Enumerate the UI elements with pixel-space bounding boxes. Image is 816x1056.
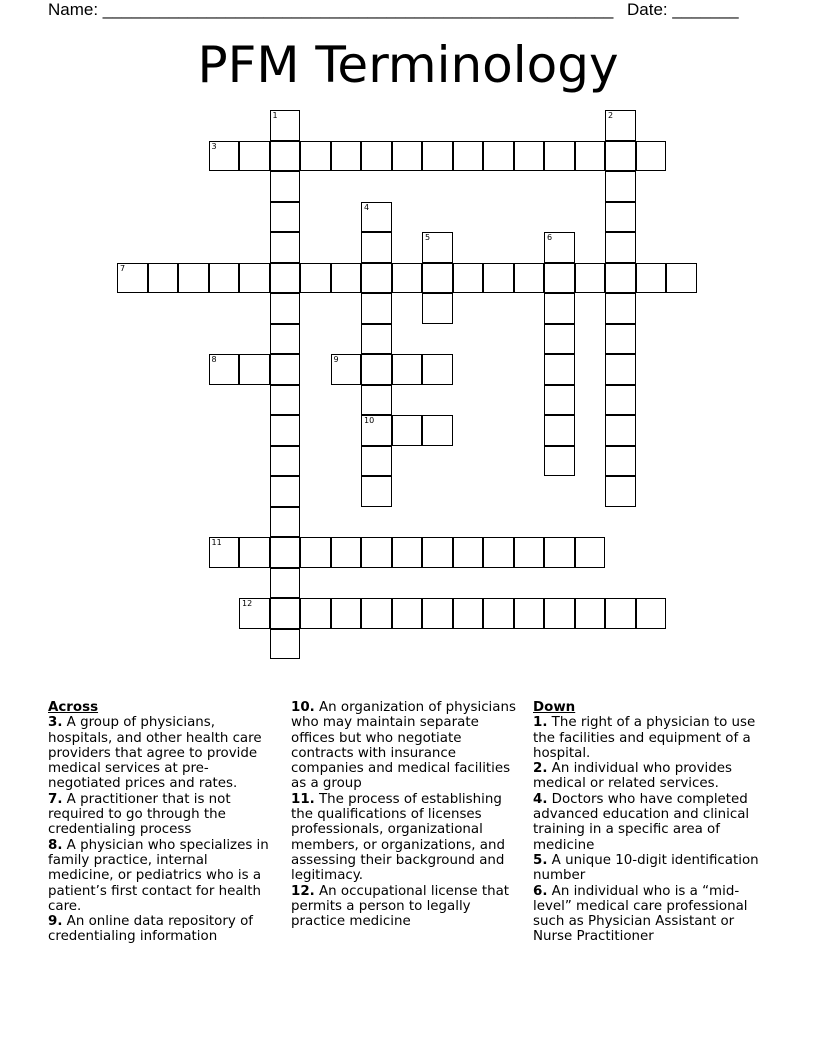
clue-text: A practitioner that is not required to go through the credentialing process — [48, 791, 231, 838]
clue-number: 8. — [48, 837, 63, 853]
clue-number: 3. — [48, 715, 63, 731]
clue-number-label: 3 — [211, 141, 217, 151]
crossword-cell[interactable] — [361, 324, 392, 355]
crossword-cell[interactable] — [361, 537, 392, 568]
crossword-cell[interactable] — [361, 232, 392, 263]
date-field-line[interactable]: Date: _______ — [627, 0, 739, 19]
clue-number: 5. — [533, 852, 548, 868]
crossword-cell[interactable] — [361, 293, 392, 324]
crossword-cell[interactable] — [605, 202, 636, 233]
crossword-cell[interactable] — [422, 598, 453, 629]
clue-number-label: 12 — [242, 599, 253, 608]
crossword-cell[interactable] — [361, 598, 392, 629]
clue-text: The process of establishing the qualifications of licenses professionals, organizational members, or organizations, and assessing their background and legitimacy. — [291, 791, 505, 884]
crossword-cell[interactable] — [270, 537, 301, 568]
crossword-cell[interactable] — [422, 263, 453, 294]
crossword-cell[interactable] — [544, 415, 575, 446]
crossword-cell[interactable] — [270, 171, 301, 202]
crossword-cell[interactable] — [392, 598, 423, 629]
crossword-cell[interactable] — [605, 110, 636, 141]
crossword-cell[interactable] — [270, 568, 301, 599]
clue-text: The right of a physician to use the facilities and equipment of a hospital. — [533, 715, 756, 761]
clue-item — [291, 884, 526, 930]
crossword-cell[interactable] — [239, 598, 270, 629]
clues-column-across — [48, 700, 276, 945]
crossword-cell[interactable] — [422, 415, 453, 446]
crossword-cell[interactable] — [392, 537, 423, 568]
crossword-cell[interactable] — [453, 263, 484, 294]
crossword-cell[interactable] — [392, 354, 423, 385]
crossword-cell[interactable] — [270, 324, 301, 355]
crossword-cell[interactable] — [636, 598, 667, 629]
crossword-cell[interactable] — [300, 141, 331, 172]
clue-number: 1. — [533, 715, 548, 731]
clue-item — [533, 853, 768, 884]
clue-item — [48, 914, 276, 945]
crossword-cell[interactable] — [605, 598, 636, 629]
crossword-cell[interactable] — [483, 537, 514, 568]
crossword-cell[interactable] — [605, 354, 636, 385]
clue-item — [533, 792, 768, 853]
crossword-cell[interactable] — [483, 598, 514, 629]
crossword-cell[interactable] — [361, 446, 392, 477]
crossword-cell[interactable] — [666, 263, 697, 294]
clue-text: An occupational license that permits a person to legally practice medicine — [291, 883, 510, 930]
crossword-cell[interactable] — [575, 537, 606, 568]
crossword-cell[interactable] — [270, 476, 301, 507]
clue-number: 4. — [533, 791, 548, 807]
clue-number: 6. — [533, 883, 548, 899]
crossword-cell[interactable] — [270, 232, 301, 263]
clue-number-label: 7 — [120, 263, 126, 273]
crossword-cell[interactable] — [209, 141, 240, 172]
clue-text: Doctors who have completed advanced education and clinical training in a specific area of medicine — [533, 791, 750, 853]
clue-number-label: 11 — [211, 538, 222, 547]
crossword-cell[interactable] — [270, 110, 301, 141]
crossword-cell[interactable] — [605, 141, 636, 172]
crossword-cell[interactable] — [636, 263, 667, 294]
clue-item — [533, 884, 768, 945]
clue-item — [291, 700, 526, 792]
crossword-cell[interactable] — [270, 598, 301, 629]
crossword-cell[interactable] — [300, 598, 331, 629]
clue-number-label: 4 — [364, 202, 370, 212]
crossword-cell[interactable] — [331, 263, 362, 294]
crossword-cell[interactable] — [636, 141, 667, 172]
clue-number: 9. — [48, 914, 63, 930]
crossword-cell[interactable] — [544, 446, 575, 477]
crossword-cell[interactable] — [575, 598, 606, 629]
crossword-cell[interactable] — [331, 598, 362, 629]
crossword-cell[interactable] — [605, 446, 636, 477]
crossword-cell[interactable] — [544, 537, 575, 568]
crossword-cell[interactable] — [605, 415, 636, 446]
crossword-cell[interactable] — [544, 263, 575, 294]
crossword-cell[interactable] — [544, 354, 575, 385]
clue-item — [533, 715, 768, 761]
crossword-cell[interactable] — [239, 263, 270, 294]
clues-column-across-continued — [291, 700, 526, 929]
clue-number-label: 2 — [608, 111, 614, 120]
clue-number-label: 6 — [547, 233, 553, 242]
crossword-cell[interactable] — [239, 141, 270, 172]
clue-number: 11. — [291, 791, 315, 807]
clue-number: 12. — [291, 883, 315, 899]
clue-item — [48, 792, 276, 838]
crossword-cell[interactable] — [483, 263, 514, 294]
clue-item — [291, 792, 526, 884]
crossword-cell[interactable] — [544, 385, 575, 416]
crossword-cell[interactable] — [361, 202, 392, 233]
clue-text: An organization of physicians who may maintain separate offices but who negotiate contracts with insurance companies and medical facilities as a group — [291, 700, 516, 792]
crossword-cell[interactable] — [544, 324, 575, 355]
clue-section-heading: Down — [533, 700, 576, 715]
clue-text: An individual who provides medical or related services. — [533, 761, 732, 792]
crossword-cell[interactable] — [422, 232, 453, 263]
crossword-cell[interactable] — [270, 354, 301, 385]
crossword-cell[interactable] — [453, 537, 484, 568]
clue-text: A group of physicians, hospitals, and other health care providers that agree to provide medical services at pre-negotiated prices and rates. — [48, 715, 262, 792]
crossword-cell[interactable] — [270, 293, 301, 324]
crossword-cell[interactable] — [453, 141, 484, 172]
crossword-cell[interactable] — [209, 537, 240, 568]
crossword-cell[interactable] — [605, 385, 636, 416]
crossword-cell[interactable] — [270, 141, 301, 172]
crossword-cell[interactable] — [514, 263, 545, 294]
clue-number-label: 8 — [211, 355, 217, 364]
crossword-cell[interactable] — [575, 263, 606, 294]
clue-number: 7. — [48, 791, 63, 807]
crossword-cell[interactable] — [605, 476, 636, 507]
crossword-cell[interactable] — [361, 385, 392, 416]
crossword-cell[interactable] — [270, 415, 301, 446]
clue-number: 10. — [291, 700, 315, 715]
crossword-cell[interactable] — [270, 202, 301, 233]
crossword-cell[interactable] — [544, 232, 575, 263]
crossword-cell[interactable] — [117, 263, 148, 294]
clue-number: 2. — [533, 761, 548, 777]
crossword-cell[interactable] — [270, 263, 301, 294]
crossword-cell[interactable] — [392, 415, 423, 446]
crossword-cell[interactable] — [361, 141, 392, 172]
crossword-cell[interactable] — [239, 354, 270, 385]
crossword-cell[interactable] — [422, 354, 453, 385]
crossword-cell[interactable] — [605, 263, 636, 294]
crossword-cell[interactable] — [605, 232, 636, 263]
crossword-cell[interactable] — [239, 537, 270, 568]
clue-number-label: 9 — [333, 355, 339, 364]
crossword-cell[interactable] — [392, 141, 423, 172]
crossword-cell[interactable] — [422, 537, 453, 568]
crossword-cell[interactable] — [544, 293, 575, 324]
crossword-cell[interactable] — [300, 263, 331, 294]
crossword-cell[interactable] — [361, 263, 392, 294]
crossword-cell[interactable] — [605, 324, 636, 355]
crossword-cell[interactable] — [270, 507, 301, 538]
clue-section-heading: Across — [48, 700, 99, 715]
clue-item — [48, 838, 276, 914]
crossword-cell[interactable] — [148, 263, 179, 294]
crossword-cell[interactable] — [270, 446, 301, 477]
clue-number-label: 10 — [364, 416, 375, 425]
name-field-line[interactable]: Name: ______________________________________________________ — [48, 0, 614, 19]
crossword-cell[interactable] — [514, 598, 545, 629]
crossword-cell[interactable] — [483, 141, 514, 172]
page-title: PFM Terminology — [197, 36, 619, 94]
crossword-cell[interactable] — [514, 537, 545, 568]
crossword-cell[interactable] — [178, 263, 209, 294]
crossword-cell[interactable] — [361, 476, 392, 507]
crossword-cell[interactable] — [575, 141, 606, 172]
crossword-cell[interactable] — [392, 263, 423, 294]
crossword-cell[interactable] — [331, 141, 362, 172]
clue-text: A unique 10-digit identification number — [533, 852, 759, 884]
crossword-cell[interactable] — [361, 415, 392, 446]
crossword-cell[interactable] — [300, 537, 331, 568]
clue-item — [48, 715, 276, 791]
crossword-cell[interactable] — [605, 171, 636, 202]
crossword-cell[interactable] — [270, 385, 301, 416]
crossword-cell[interactable] — [514, 141, 545, 172]
crossword-cell[interactable] — [331, 537, 362, 568]
clue-text: An online data repository of credentialing information — [48, 914, 253, 945]
crossword-cell[interactable] — [331, 354, 362, 385]
crossword-cell[interactable] — [422, 293, 453, 324]
clue-number-label: 5 — [425, 233, 431, 242]
clue-text: A physician who specializes in family practice, internal medicine, or pediatrics who is a patient’s first contact for health care. — [48, 837, 269, 914]
crossword-cell[interactable] — [361, 354, 392, 385]
crossword-cell[interactable] — [209, 263, 240, 294]
crossword-cell[interactable] — [544, 141, 575, 172]
crossword-cell[interactable] — [544, 598, 575, 629]
crossword-cell[interactable] — [422, 141, 453, 172]
crossword-cell[interactable] — [270, 629, 301, 660]
crossword-cell[interactable] — [605, 293, 636, 324]
clue-item — [533, 761, 768, 792]
crossword-cell[interactable] — [209, 354, 240, 385]
clue-number-label: 1 — [272, 111, 278, 120]
clues-column-down — [533, 700, 768, 945]
crossword-cell[interactable] — [453, 598, 484, 629]
clue-text: An individual who is a “mid-level” medical care professional such as Physician Assistant or Nurse Practitioner — [533, 883, 748, 945]
